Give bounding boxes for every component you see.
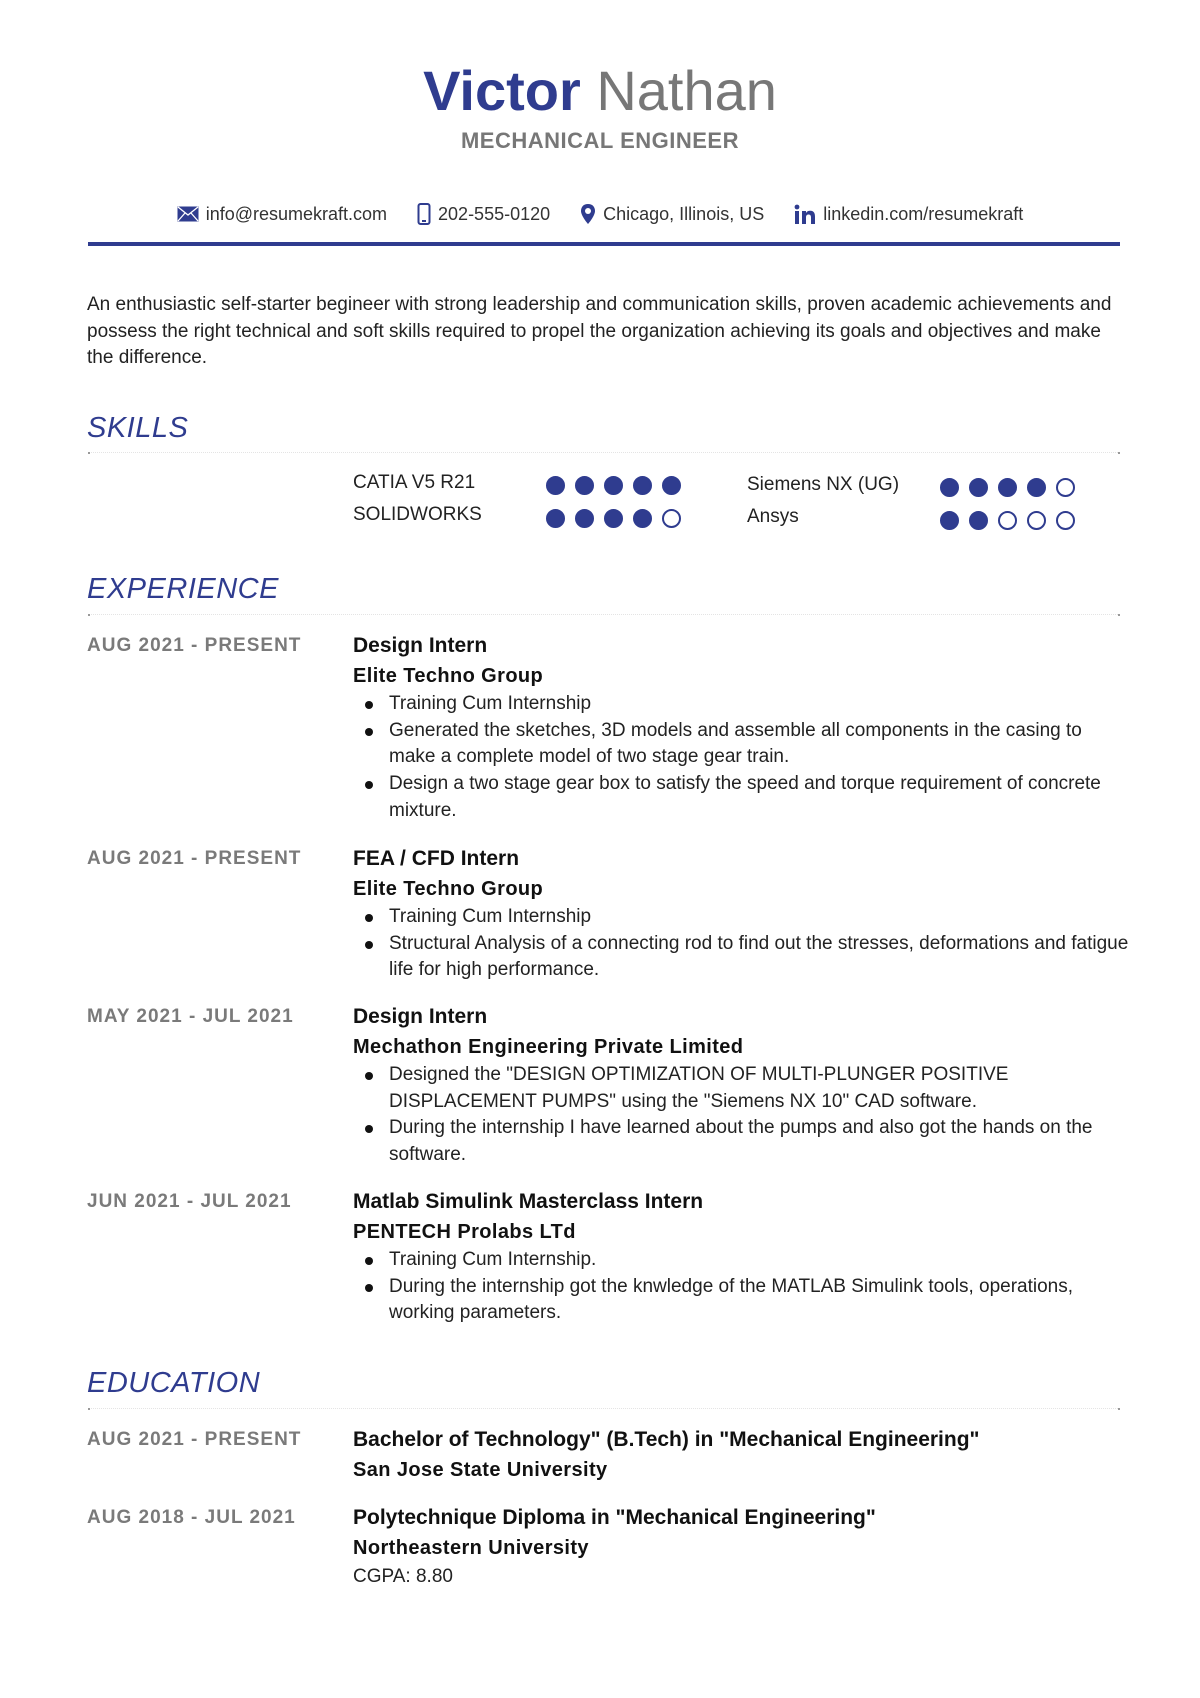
education-gpa: CGPA: 8.80 — [353, 1566, 453, 1587]
contact-linkedin[interactable] — [794, 203, 1023, 225]
experience-entry — [353, 1187, 1133, 1327]
education-school: Northeastern University — [353, 1537, 589, 1559]
linkedin-text: linkedin.com/resumekraft — [823, 203, 1024, 224]
rating-dot-empty — [1056, 511, 1075, 530]
summary-text: An enthusiastic self-starter begineer with strong leadership and communication skills, proven academic achievements and possess the right technical and soft skills required to propel the organization achieving its goals and objectives and make the difference. — [87, 294, 1112, 368]
experience-bullets — [353, 1247, 1133, 1327]
experience-date: AUG 2021 - PRESENT — [87, 848, 302, 869]
experience-org: PENTECH Prolabs LTd — [353, 1221, 576, 1243]
skill-name: CATIA V5 R21 — [353, 472, 476, 493]
skill-rating — [940, 511, 1075, 530]
education-school: San Jose State University — [353, 1459, 608, 1481]
bullet: Training Cum Internship. — [389, 1247, 1133, 1274]
rating-dot-empty — [1056, 478, 1075, 497]
experience-org: Mechathon Engineering Private Limited — [353, 1036, 744, 1058]
education-degree: Bachelor of Technology" (B.Tech) in "Mechanical Engineering" — [353, 1428, 980, 1451]
skills-heading: SKILLS — [87, 412, 189, 444]
rating-dot-filled — [604, 476, 623, 495]
phone-text: 202-555-0120 — [438, 203, 551, 224]
header-divider — [88, 242, 1120, 246]
experience-heading: EXPERIENCE — [87, 573, 279, 605]
bullet: Generated the sketches, 3D models and assemble all components in the casing to make a complete model of two stage gear train. — [389, 718, 1133, 771]
education-entry — [353, 1503, 1133, 1591]
rating-dot-filled — [998, 478, 1017, 497]
experience-role: Design Intern — [353, 634, 488, 657]
skill-name: SOLIDWORKS — [353, 504, 482, 525]
rating-dot-filled — [604, 509, 623, 528]
skill-name: Ansys — [747, 506, 799, 527]
skill-rating — [546, 476, 681, 495]
rating-dot-empty — [662, 509, 681, 528]
section-divider — [88, 1408, 1120, 1410]
location-pin-icon — [580, 203, 596, 225]
contact-location[interactable] — [580, 203, 764, 225]
rating-dot-filled — [940, 478, 959, 497]
email-text: info@resumekraft.com — [205, 203, 388, 224]
last-name: Nathan — [596, 59, 777, 122]
experience-org: Elite Techno Group — [353, 878, 544, 900]
bullet: During the internship got the knwledge of the MATLAB Simulink tools, operations, working parameters. — [389, 1274, 1133, 1327]
location-text: Chicago, Illinois, US — [603, 203, 765, 224]
experience-date: JUN 2021 - JUL 2021 — [87, 1191, 292, 1212]
candidate-name — [0, 58, 1200, 123]
bullet: Design a two stage gear box to satisfy the speed and torque requirement of concrete mixture. — [389, 771, 1133, 824]
linkedin-icon — [794, 204, 816, 224]
rating-dot-filled — [940, 511, 959, 530]
rating-dot-filled — [662, 476, 681, 495]
experience-org: Elite Techno Group — [353, 665, 544, 687]
experience-entry — [353, 631, 1133, 825]
rating-dot-filled — [575, 476, 594, 495]
contact-email[interactable] — [177, 203, 387, 225]
skill-rating — [940, 478, 1075, 497]
rating-dot-filled — [1027, 478, 1046, 497]
job-title: MECHANICAL ENGINEER — [460, 128, 739, 153]
experience-role: Matlab Simulink Masterclass Intern — [353, 1190, 704, 1213]
experience-entry — [353, 844, 1133, 984]
bullet: Designed the "DESIGN OPTIMIZATION OF MULTI-PLUNGER POSITIVE DISPLACEMENT PUMPS" using the "Siemens NX 10" CAD software. — [389, 1062, 1133, 1115]
education-date: AUG 2021 - PRESENT — [87, 1429, 302, 1450]
experience-bullets — [353, 904, 1133, 984]
rating-dot-filled — [546, 509, 565, 528]
rating-dot-empty — [998, 511, 1017, 530]
experience-role: FEA / CFD Intern — [353, 847, 520, 870]
contact-bar — [0, 203, 1200, 225]
section-divider — [88, 614, 1120, 616]
experience-entry — [353, 1002, 1133, 1169]
skill-name: Siemens NX (UG) — [747, 474, 900, 495]
first-name: Victor — [423, 59, 581, 122]
rating-dot-filled — [546, 476, 565, 495]
bullet: Training Cum Internship — [389, 691, 1133, 718]
skill-rating — [546, 509, 681, 528]
education-heading: EDUCATION — [87, 1367, 261, 1399]
experience-bullets — [353, 691, 1133, 825]
education-degree: Polytechnique Diploma in "Mechanical Engineering" — [353, 1506, 876, 1529]
rating-dot-filled — [969, 511, 988, 530]
experience-bullets — [353, 1062, 1133, 1169]
experience-date: MAY 2021 - JUL 2021 — [87, 1006, 294, 1027]
rating-dot-empty — [1027, 511, 1046, 530]
phone-icon — [417, 203, 431, 225]
experience-date: AUG 2021 - PRESENT — [87, 635, 302, 656]
bullet: During the internship I have learned about the pumps and also got the hands on the software. — [389, 1115, 1133, 1168]
envelope-icon — [177, 206, 199, 222]
section-divider — [88, 452, 1120, 454]
experience-role: Design Intern — [353, 1005, 488, 1028]
rating-dot-filled — [575, 509, 594, 528]
rating-dot-filled — [633, 509, 652, 528]
bullet: Structural Analysis of a connecting rod to find out the stresses, deformations and fatigue life for high performance. — [389, 931, 1133, 984]
contact-phone[interactable] — [417, 203, 550, 225]
education-date: AUG 2018 - JUL 2021 — [87, 1507, 296, 1528]
rating-dot-filled — [633, 476, 652, 495]
rating-dot-filled — [969, 478, 988, 497]
education-entry — [353, 1425, 1133, 1485]
bullet: Training Cum Internship — [389, 904, 1133, 931]
